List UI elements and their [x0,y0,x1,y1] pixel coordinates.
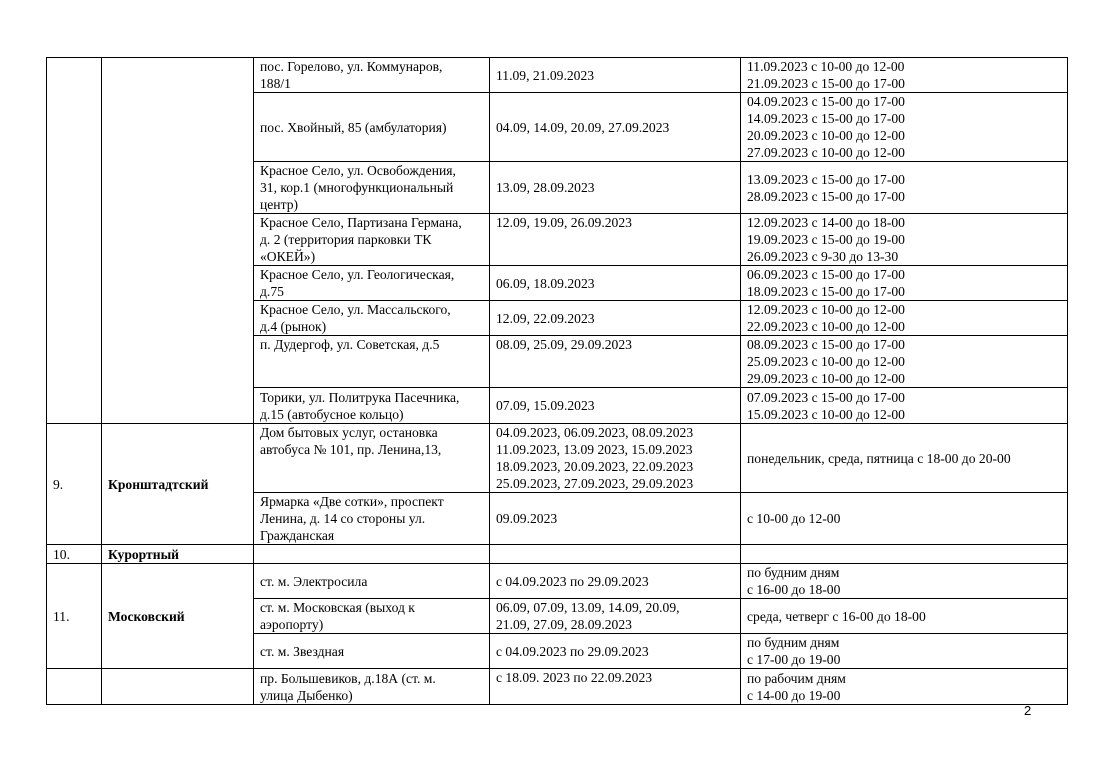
times-cell: по будним дням с 17-00 до 19-00 [741,634,1068,669]
dates-cell: 12.09, 22.09.2023 [490,301,741,336]
dates-cell: с 04.09.2023 по 29.09.2023 [490,564,741,599]
address-cell: Красное Село, Партизана Германа, д. 2 (территория парковки ТК «ОКЕЙ») [254,214,490,266]
number-cell: 11. [47,564,102,669]
district-cell: Московский [102,564,254,669]
table-row [47,564,1068,599]
times-cell: 07.09.2023 с 15-00 до 17-00 15.09.2023 с 10-00 до 12-00 [741,388,1068,424]
times-cell: по будним дням с 16-00 до 18-00 [741,564,1068,599]
dates-cell: 06.09, 18.09.2023 [490,266,741,301]
address-cell: ст. м. Электросила [254,564,490,599]
dates-cell: 04.09, 14.09, 20.09, 27.09.2023 [490,93,741,162]
times-cell: 04.09.2023 с 15-00 до 17-00 14.09.2023 с 15-00 до 17-00 20.09.2023 с 10-00 до 12-00 27.09.2023 с 10-00 до 12-00 [741,93,1068,162]
table-row [47,424,1068,493]
times-cell: понедельник, среда, пятница с 18-00 до 20-00 [741,424,1068,493]
address-cell: пос. Горелово, ул. Коммунаров, 188/1 [254,58,490,93]
address-cell: пр. Большевиков, д.18А (ст. м. улица Дыбенко) [254,669,490,705]
times-cell: среда, четверг с 16-00 до 18-00 [741,599,1068,634]
times-cell: по рабочим дням с 14-00 до 19-00 [741,669,1068,705]
number-cell [47,58,102,424]
district-cell [102,58,254,424]
district-cell: Курортный [102,545,254,564]
times-cell: 12.09.2023 с 10-00 до 12-00 22.09.2023 с 10-00 до 12-00 [741,301,1068,336]
district-cell [102,669,254,705]
dates-cell: 12.09, 19.09, 26.09.2023 [490,214,741,266]
address-cell: Красное Село, ул. Массальского, д.4 (рынок) [254,301,490,336]
schedule-table [46,57,1068,705]
table-row [47,545,1068,564]
times-cell: 13.09.2023 с 15-00 до 17-00 28.09.2023 с 15-00 до 17-00 [741,162,1068,214]
address-cell: Красное Село, ул. Геологическая, д.75 [254,266,490,301]
dates-cell: 08.09, 25.09, 29.09.2023 [490,336,741,388]
number-cell [47,669,102,705]
table-row [47,58,1068,93]
address-cell: Ярмарка «Две сотки», проспект Ленина, д. 14 со стороны ул. Гражданская [254,493,490,545]
dates-cell: 09.09.2023 [490,493,741,545]
number-cell: 9. [47,424,102,545]
number-cell: 10. [47,545,102,564]
address-cell [254,545,490,564]
page-number: 2 [1024,703,1032,718]
dates-cell: с 04.09.2023 по 29.09.2023 [490,634,741,669]
district-cell: Кронштадтский [102,424,254,545]
times-cell: 11.09.2023 с 10-00 до 12-00 21.09.2023 с 15-00 до 17-00 [741,58,1068,93]
times-cell: 08.09.2023 с 15-00 до 17-00 25.09.2023 с 10-00 до 12-00 29.09.2023 с 10-00 до 12-00 [741,336,1068,388]
address-cell: п. Дудергоф, ул. Советская, д.5 [254,336,490,388]
address-cell: Красное Село, ул. Освобождения, 31, кор.1 (многофункциональный центр) [254,162,490,214]
times-cell: 06.09.2023 с 15-00 до 17-00 18.09.2023 с 15-00 до 17-00 [741,266,1068,301]
address-cell: Торики, ул. Политрука Пасечника, д.15 (автобусное кольцо) [254,388,490,424]
address-cell: ст. м. Московская (выход к аэропорту) [254,599,490,634]
dates-cell: 07.09, 15.09.2023 [490,388,741,424]
dates-cell [490,545,741,564]
dates-cell: 11.09, 21.09.2023 [490,58,741,93]
times-cell [741,545,1068,564]
dates-cell: с 18.09. 2023 по 22.09.2023 [490,669,741,705]
address-cell: Дом бытовых услуг, остановка автобуса № 101, пр. Ленина,13, [254,424,490,493]
address-cell: ст. м. Звездная [254,634,490,669]
dates-cell: 04.09.2023, 06.09.2023, 08.09.2023 11.09.2023, 13.09 2023, 15.09.2023 18.09.2023, 20.09.2023, 22.09.2023 25.09.2023, 27.09.2023, 29.09.2023 [490,424,741,493]
times-cell: с 10-00 до 12-00 [741,493,1068,545]
dates-cell: 06.09, 07.09, 13.09, 14.09, 20.09, 21.09, 27.09, 28.09.2023 [490,599,741,634]
dates-cell: 13.09, 28.09.2023 [490,162,741,214]
table-row [47,669,1068,705]
times-cell: 12.09.2023 с 14-00 до 18-00 19.09.2023 с 15-00 до 19-00 26.09.2023 с 9-30 до 13-30 [741,214,1068,266]
address-cell: пос. Хвойный, 85 (амбулатория) [254,93,490,162]
